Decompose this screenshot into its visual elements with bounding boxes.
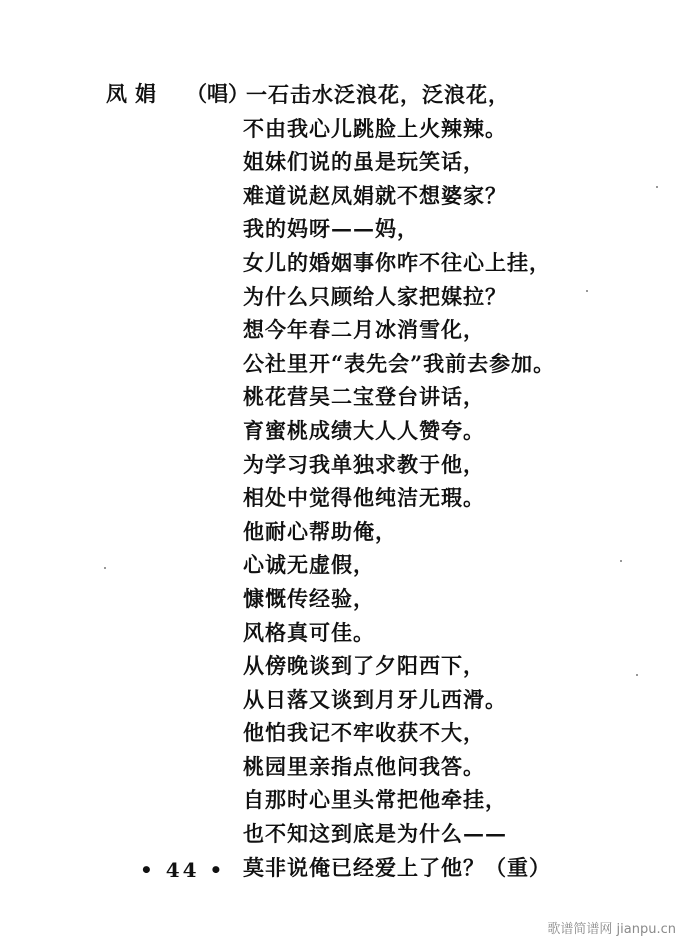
lyric-line: 桃花营吴二宝登台讲话， <box>243 384 485 410</box>
scan-speck <box>104 567 106 569</box>
lyric-line: 为什么只顾给人家把媒拉？ <box>243 283 507 309</box>
lyric-line: 不由我心儿跳脸上火辣辣。 <box>243 115 507 141</box>
scan-speck <box>656 186 658 188</box>
lyric-line: 为学习我单独求教于他， <box>243 451 485 477</box>
site-watermark: 歌谱简谱网 jianpu.cn <box>547 922 676 937</box>
scan-speck <box>586 290 588 292</box>
lyric-line: 桃园里亲指点他问我答。 <box>243 753 485 779</box>
lyric-line: 育蜜桃成绩大人人赞夸。 <box>243 417 485 443</box>
lyric-line: 莫非说俺已经爱上了他？（重） <box>243 854 551 880</box>
lyric-line: 风格真可佳。 <box>243 619 375 645</box>
lyric-line: 从日落又谈到月牙儿西滑。 <box>243 686 507 712</box>
page-number: • 44 • <box>140 858 226 882</box>
lyric-line: 难道说赵凤娟就不想婆家？ <box>243 182 507 208</box>
lyric-line: 相处中觉得他纯洁无瑕。 <box>243 485 485 511</box>
lyric-line: 也不知这到底是为什么—— <box>243 821 507 847</box>
singing-cue: （唱） <box>186 81 249 106</box>
scan-speck <box>636 674 638 676</box>
lyric-line: 他耐心帮助俺， <box>243 518 397 544</box>
lyric-line: 女儿的婚姻事你咋不往心上挂， <box>243 249 551 275</box>
lyric-line: 我的妈呀——妈， <box>243 216 419 242</box>
lyric-line: 想今年春二月冰消雪化， <box>243 317 485 343</box>
scan-speck <box>620 560 622 562</box>
lyric-line: 自那时心里头常把他牵挂， <box>243 787 507 813</box>
speaker-name: 凤娟 <box>106 81 164 106</box>
lyric-line: 姐妹们说的虽是玩笑话， <box>243 149 485 175</box>
lyric-line-1: 一石击水泛浪花，泛浪花， <box>246 82 510 107</box>
lyric-line: 他怕我记不牢收获不大， <box>243 720 485 746</box>
lyric-line: 从傍晚谈到了夕阳西下， <box>243 653 485 679</box>
lyric-line: 心诚无虚假， <box>243 552 375 578</box>
lyric-line: 慷慨传经验， <box>243 585 375 611</box>
lyric-line: 公社里开“表先会”我前去参加。 <box>243 350 556 376</box>
lyrics-block <box>243 112 555 885</box>
